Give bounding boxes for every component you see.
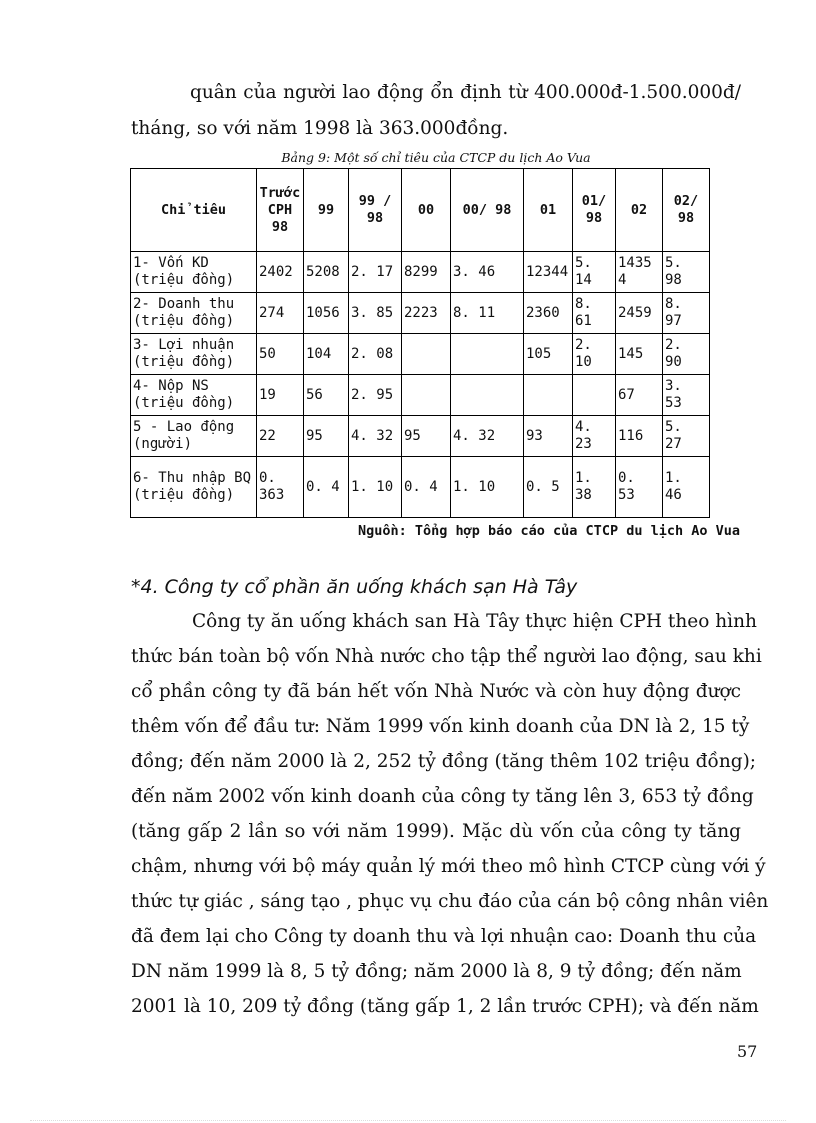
table-cell: 0. 363 xyxy=(257,457,304,518)
header-cell: Trước CPH 98 xyxy=(257,169,304,252)
section-heading: *4. Công ty cổ phần ăn uống khách sạn Hà Tây xyxy=(131,576,578,598)
table-cell: 3. 53 xyxy=(663,375,710,416)
table-cell: 1056 xyxy=(304,293,349,334)
table-source-note: Nguồn: Tổng hợp báo cáo của CTCP du lịch Ao Vua xyxy=(357,523,740,539)
header-cell: 99 xyxy=(304,169,349,252)
paragraph-line: đến năm 2002 vốn kinh doanh của công ty tăng lên 3, 653 tỷ đồng xyxy=(131,786,754,807)
table-cell xyxy=(402,334,451,375)
header-cell: 99 / 98 xyxy=(349,169,402,252)
table-header-row xyxy=(131,169,710,252)
table-cell: 5. 14 xyxy=(573,252,616,293)
table-cell xyxy=(524,375,573,416)
table-cell: 104 xyxy=(304,334,349,375)
paragraph-line: chậm, nhưng với bộ máy quản lý mới theo mô hình CTCP cùng với ý xyxy=(131,856,766,877)
table-cell: 8. 97 xyxy=(663,293,710,334)
paragraph-line: đã đem lại cho Công ty doanh thu và lợi nhuận cao: Doanh thu của xyxy=(131,926,757,947)
table-cell: 19 xyxy=(257,375,304,416)
paragraph-line: thức bán toàn bộ vốn Nhà nước cho tập thể người lao động, sau khi xyxy=(131,646,762,667)
table-row xyxy=(131,293,710,334)
table-cell: 2. 08 xyxy=(349,334,402,375)
table-cell: 105 xyxy=(524,334,573,375)
row-label: 3- Lợi nhuận (triệu đồng) xyxy=(131,334,257,375)
table-cell: 1. 10 xyxy=(451,457,524,518)
table-cell: 2. 90 xyxy=(663,334,710,375)
header-cell: 02/ 98 xyxy=(663,169,710,252)
table-caption: Bảng 9: Một số chỉ tiêu của CTCP du lịch Ao Vua xyxy=(281,150,591,165)
table-cell: 56 xyxy=(304,375,349,416)
table-cell: 1. 10 xyxy=(349,457,402,518)
header-cell: 02 xyxy=(616,169,663,252)
table-cell: 4. 32 xyxy=(349,416,402,457)
paragraph-line: cổ phần công ty đã bán hết vốn Nhà Nước và còn huy động được xyxy=(131,681,741,702)
row-label: 2- Doanh thu (triệu đồng) xyxy=(131,293,257,334)
table-cell: 1. 46 xyxy=(663,457,710,518)
paragraph-line: DN năm 1999 là 8, 5 tỷ đồng; năm 2000 là 8, 9 tỷ đồng; đến năm xyxy=(131,961,742,982)
row-label: 1- Vốn KD (triệu đồng) xyxy=(131,252,257,293)
indicator-table xyxy=(130,168,710,518)
table-row xyxy=(131,252,710,293)
table-cell: 8299 xyxy=(402,252,451,293)
table-cell xyxy=(451,375,524,416)
header-cell: 01/ 98 xyxy=(573,169,616,252)
table-cell: 93 xyxy=(524,416,573,457)
table-row xyxy=(131,334,710,375)
page-bottom-rule xyxy=(30,1120,786,1121)
table-cell: 116 xyxy=(616,416,663,457)
table-cell: 5208 xyxy=(304,252,349,293)
table-cell: 4. 23 xyxy=(573,416,616,457)
row-label: 5 - Lao động (người) xyxy=(131,416,257,457)
row-label: 4- Nộp NS (triệu đồng) xyxy=(131,375,257,416)
table-cell: 3. 46 xyxy=(451,252,524,293)
table-cell: 0. 4 xyxy=(304,457,349,518)
table-cell: 2. 17 xyxy=(349,252,402,293)
table-cell: 4. 32 xyxy=(451,416,524,457)
paragraph-line: đồng; đến năm 2000 là 2, 252 tỷ đồng (tăng thêm 102 triệu đồng); xyxy=(131,751,757,772)
intro-line-1: quân của người lao động ổn định từ 400.000đ-1.500.000đ/ xyxy=(190,82,741,103)
header-cell: 00 xyxy=(402,169,451,252)
table-cell: 8. 61 xyxy=(573,293,616,334)
table-cell: 1. 38 xyxy=(573,457,616,518)
table-cell: 2402 xyxy=(257,252,304,293)
table-cell xyxy=(402,375,451,416)
table-cell: 5. 27 xyxy=(663,416,710,457)
table-row xyxy=(131,375,710,416)
header-cell: Chỉ tiêu xyxy=(131,169,257,252)
table-row xyxy=(131,457,710,518)
table-cell xyxy=(451,334,524,375)
table-cell: 50 xyxy=(257,334,304,375)
table-cell: 2360 xyxy=(524,293,573,334)
paragraph-line: thức tự giác , sáng tạo , phục vụ chu đáo của cán bộ công nhân viên xyxy=(131,891,769,912)
header-cell: 00/ 98 xyxy=(451,169,524,252)
table-cell: 5. 98 xyxy=(663,252,710,293)
table-row xyxy=(131,416,710,457)
table-cell: 8. 11 xyxy=(451,293,524,334)
table-cell: 274 xyxy=(257,293,304,334)
paragraph-line: thêm vốn để đầu tư: Năm 1999 vốn kinh doanh của DN là 2, 15 tỷ xyxy=(131,716,750,737)
table-cell: 0. 5 xyxy=(524,457,573,518)
table-cell: 2. 10 xyxy=(573,334,616,375)
paragraph-line: 2001 là 10, 209 tỷ đồng (tăng gấp 1, 2 lần trước CPH); và đến năm xyxy=(131,996,759,1017)
table-cell: 0. 4 xyxy=(402,457,451,518)
table-cell: 95 xyxy=(304,416,349,457)
table-cell: 22 xyxy=(257,416,304,457)
intro-line-2: tháng, so với năm 1998 là 363.000đồng. xyxy=(131,118,509,139)
table-cell: 67 xyxy=(616,375,663,416)
page-number: 57 xyxy=(737,1042,758,1061)
table-cell: 14354 xyxy=(616,252,663,293)
header-cell: 01 xyxy=(524,169,573,252)
table-cell: 95 xyxy=(402,416,451,457)
table-cell: 3. 85 xyxy=(349,293,402,334)
row-label: 6- Thu nhập BQ (triệu đồng) xyxy=(131,457,257,518)
table-cell: 2223 xyxy=(402,293,451,334)
table-cell xyxy=(573,375,616,416)
table-cell: 0. 53 xyxy=(616,457,663,518)
table-cell: 145 xyxy=(616,334,663,375)
paragraph-line: (tăng gấp 2 lần so với năm 1999). Mặc dù vốn của công ty tăng xyxy=(131,821,741,842)
table-cell: 2. 95 xyxy=(349,375,402,416)
paragraph-line: Công ty ăn uống khách san Hà Tây thực hiện CPH theo hình xyxy=(192,611,757,632)
table-cell: 2459 xyxy=(616,293,663,334)
table-cell: 12344 xyxy=(524,252,573,293)
